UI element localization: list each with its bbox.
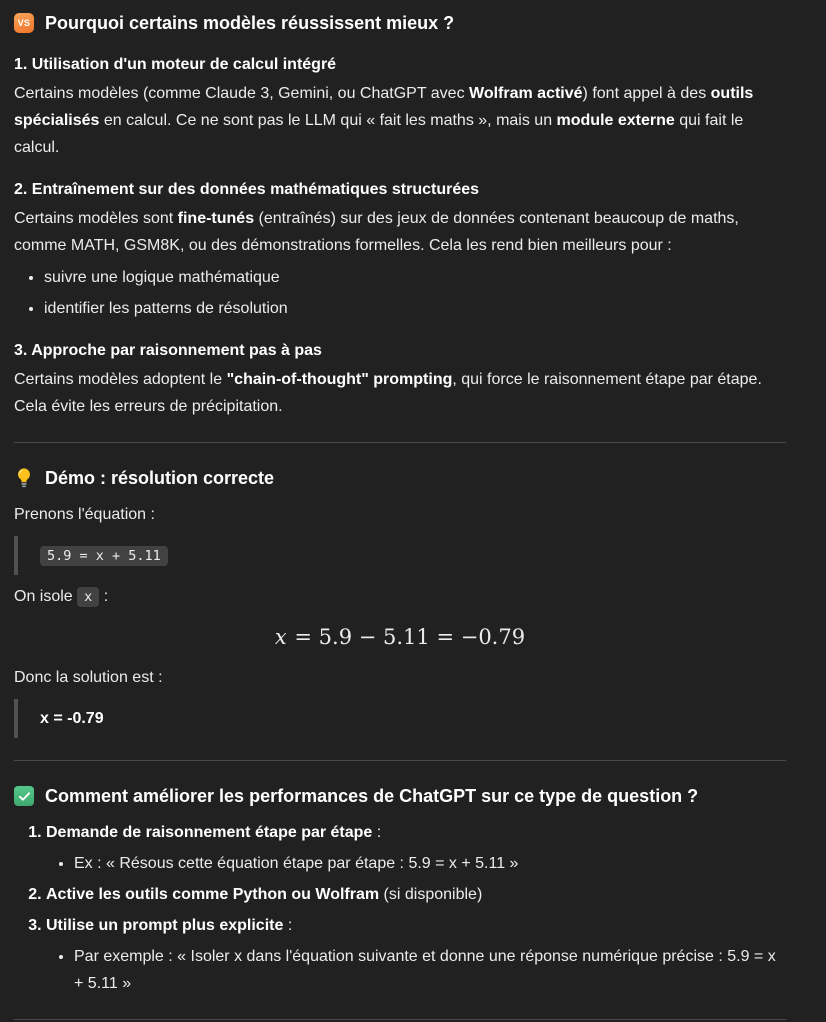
text-segment: Certains modèles sont bbox=[14, 210, 178, 227]
text-segment: qui fait le calcul. bbox=[14, 112, 744, 156]
bullet-item: • suivre une logique mathématique bbox=[44, 264, 786, 291]
math-expression: = 5.9 − 5.11 = −0.79 bbox=[287, 625, 526, 649]
math-equation bbox=[14, 622, 786, 652]
point1-heading: 1. Utilisation d'un moteur de calcul intégré bbox=[14, 56, 337, 73]
text-segment: : bbox=[283, 917, 293, 934]
text-segment: Demande de raisonnement étape par étape bbox=[46, 824, 373, 841]
solution-label: Donc la solution est : bbox=[14, 669, 163, 686]
numbered-item-label bbox=[46, 917, 292, 934]
demo-intro: Prenons l'équation : bbox=[14, 506, 155, 523]
numbered-item-label bbox=[46, 886, 482, 903]
text-segment: Active les outils comme Python ou Wolfram bbox=[46, 886, 380, 903]
math-variable: x bbox=[274, 625, 287, 649]
vs-icon: VS bbox=[14, 13, 34, 33]
improve-heading-text: Comment améliorer les performances de ChatGPT sur ce type de question ? bbox=[45, 786, 699, 806]
numbered-item-label bbox=[46, 824, 381, 841]
text-segment: , qui force le raisonnement étape par étape. Cela évite les erreurs de précipitation. bbox=[14, 371, 762, 415]
text-segment: fine-tunés bbox=[177, 210, 255, 227]
bullet-item: • identifier les patterns de résolution bbox=[44, 295, 786, 322]
text-segment: Certains modèles adoptent le bbox=[14, 371, 227, 388]
point2-paragraph bbox=[14, 205, 786, 259]
numbered-item bbox=[46, 881, 786, 908]
point1-paragraph bbox=[14, 80, 786, 161]
divider bbox=[14, 442, 786, 443]
text-segment: "chain-of-thought" prompting bbox=[226, 371, 453, 388]
demo-heading bbox=[14, 465, 786, 491]
text-segment: : bbox=[372, 824, 382, 841]
check-mark-icon bbox=[14, 786, 34, 806]
point3-paragraph bbox=[14, 366, 786, 420]
sub-bullet-item: • Par exemple : « Isoler x dans l'équation suivante et donne une réponse numérique précise : 5.9 = x + 5.11 » bbox=[74, 943, 786, 997]
text-segment: module externe bbox=[556, 112, 675, 129]
point2-bullet-list bbox=[14, 264, 786, 322]
lightbulb-icon bbox=[14, 467, 34, 489]
sub-bullet-list bbox=[46, 943, 786, 997]
sub-bullet-list bbox=[46, 850, 786, 877]
solution-value: x = -0.79 bbox=[40, 710, 104, 727]
text-segment: Wolfram activé bbox=[469, 85, 583, 102]
divider bbox=[14, 1019, 786, 1020]
reasons-heading-text: Pourquoi certains modèles réussissent mieux ? bbox=[45, 13, 455, 33]
sub-bullet-item: • Ex : « Résous cette équation étape par étape : 5.9 = x + 5.11 » bbox=[74, 850, 786, 877]
point3-heading: 3. Approche par raisonnement pas à pas bbox=[14, 342, 322, 359]
text-segment: On isole bbox=[14, 588, 78, 605]
divider bbox=[14, 760, 786, 761]
text-segment: outils spécialisés bbox=[14, 85, 754, 129]
text-segment: (entraînés) sur des jeux de données contenant beaucoup de maths, comme MATH, GSM8K, ou des démonstrations formelles. Cela les rend bien meilleurs pour : bbox=[14, 210, 739, 254]
improve-numbered-list bbox=[14, 819, 786, 997]
text-segment: ) font appel à des bbox=[582, 85, 711, 102]
equation-code: 5.9 = x + 5.11 bbox=[40, 546, 168, 566]
text-segment: Utilise un prompt plus explicite bbox=[46, 917, 284, 934]
text-segment: x bbox=[77, 587, 99, 607]
improve-heading bbox=[14, 783, 786, 809]
point2-heading: 2. Entraînement sur des données mathématiques structurées bbox=[14, 181, 480, 198]
equation-blockquote bbox=[14, 536, 786, 575]
text-segment: : bbox=[99, 588, 109, 605]
numbered-item bbox=[46, 912, 786, 997]
demo-heading-text: Démo : résolution correcte bbox=[45, 468, 275, 488]
text-segment: Certains modèles (comme Claude 3, Gemini, ou ChatGPT avec bbox=[14, 85, 470, 102]
numbered-item bbox=[46, 819, 786, 877]
solution-blockquote bbox=[14, 699, 786, 738]
reasons-heading bbox=[14, 10, 786, 36]
text-segment: (si disponible) bbox=[379, 886, 483, 903]
text-segment: en calcul. Ce ne sont pas le LLM qui « fait les maths », mais un bbox=[99, 112, 557, 129]
isolate-paragraph bbox=[14, 583, 786, 610]
